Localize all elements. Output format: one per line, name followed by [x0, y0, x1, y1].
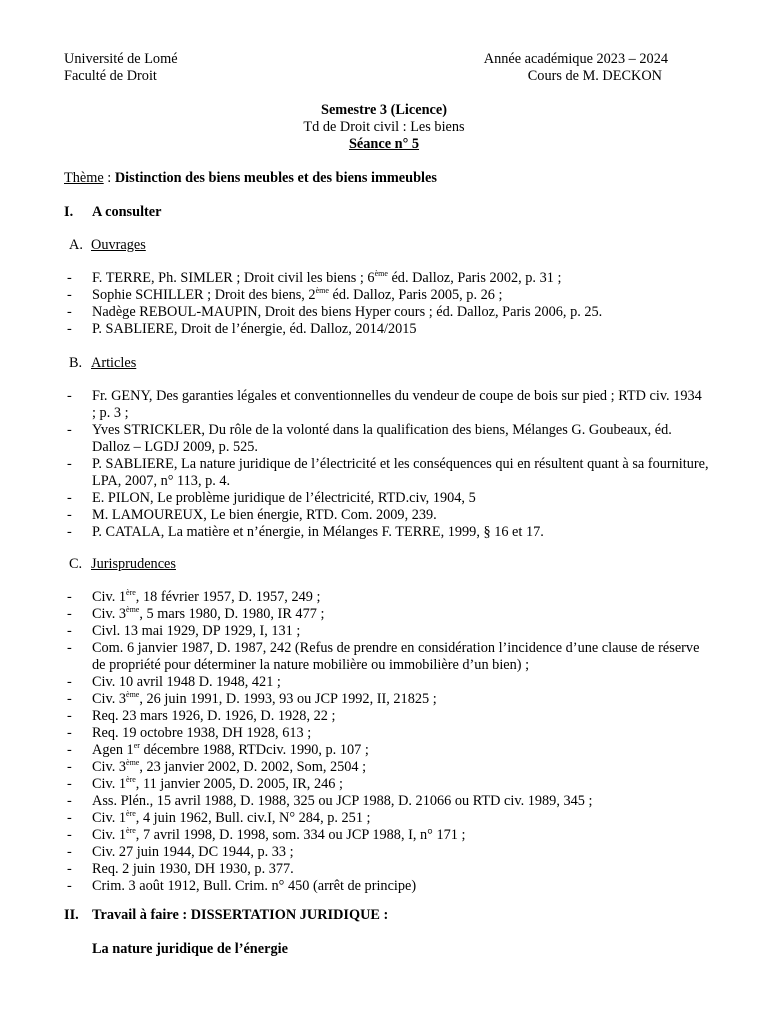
list-item: - Agen 1er décembre 1988, RTDciv. 1990, p. 107 ;	[67, 741, 369, 758]
theme-text: Distinction des biens meubles et des biens immeubles	[114, 170, 437, 186]
bullet: -	[67, 623, 72, 639]
session-title: Séance n° 5	[348, 136, 420, 152]
ouvrages-title: Ouvrages	[91, 237, 146, 253]
bullet: -	[67, 456, 72, 472]
bullet: -	[67, 524, 72, 540]
list-item: - F. TERRE, Ph. SIMLER ; Droit civil les biens ; 6ème éd. Dalloz, Paris 2002, p. 31 ;	[67, 269, 562, 286]
list-item: - Civl. 13 mai 1929, DP 1929, I, 131 ;	[67, 623, 301, 639]
bullet: -	[67, 708, 72, 724]
list-item: - Civ. 1ère, 11 janvier 2005, D. 2005, IR, 246 ;	[67, 775, 343, 792]
bullet: -	[67, 759, 72, 775]
bullet: -	[67, 287, 72, 303]
bullet: -	[67, 490, 72, 506]
list-item: - Civ. 3ème, 23 janvier 2002, D. 2002, Som, 2504 ;	[67, 758, 367, 775]
section-2-title: Travail à faire : DISSERTATION JURIDIQUE :	[92, 907, 389, 923]
bullet: -	[67, 606, 72, 622]
list-item: - Fr. GENY, Des garanties légales et conventionnelles du vendeur de coupe de bois sur pied ; RTD civ. 1934 ; p. 3 ;	[67, 388, 702, 421]
list-item: - Civ. 1ère, 18 février 1957, D. 1957, 249 ;	[67, 588, 321, 605]
section-1-number: I.	[64, 204, 74, 220]
section-2-number: II.	[64, 907, 79, 923]
articles-list	[64, 388, 709, 541]
bullet: -	[67, 725, 72, 741]
bullet: -	[67, 304, 72, 320]
ouvrages-list	[64, 270, 709, 338]
bullet: -	[67, 674, 72, 690]
theme-line	[64, 170, 709, 187]
course-name: Cours de M. DECKON	[527, 68, 662, 84]
ouvrages-heading	[69, 237, 146, 254]
list-item: - Req. 19 octobre 1938, DH 1928, 613 ;	[67, 725, 312, 741]
bullet: -	[67, 321, 72, 337]
jurisprudences-heading	[69, 556, 176, 573]
list-item: - P. CATALA, La matière et n’énergie, in Mélanges F. TERRE, 1999, § 16 et 17.	[67, 524, 544, 540]
list-item: - Civ. 1ère, 4 juin 1962, Bull. civ.I, N° 284, p. 251 ;	[67, 809, 371, 826]
faculty-name: Faculté de Droit	[64, 68, 157, 84]
theme-separator: :	[103, 170, 115, 186]
list-item: - P. SABLIERE, Droit de l’énergie, éd. Dalloz, 2014/2015	[67, 321, 417, 337]
list-item: - Com. 6 janvier 1987, D. 1987, 242 (Refus de prendre en considération l’incidence d’une clause de réserve de propriété pour déterminer la nature mobilière ou immobilière d’un bien) ;	[67, 640, 700, 673]
bullet: -	[67, 270, 72, 286]
theme-label: Thème	[64, 170, 104, 186]
bullet: -	[67, 861, 72, 877]
jurisprudences-list	[64, 589, 709, 895]
semester-title: Semestre 3 (Licence)	[321, 102, 447, 118]
bullet: -	[67, 844, 72, 860]
jurisprudences-title: Jurisprudences	[91, 556, 176, 572]
bullet: -	[67, 422, 72, 438]
academic-year: Année académique 2023 – 2024	[483, 51, 668, 67]
bullet: -	[67, 640, 72, 656]
list-item: - Civ. 3ème, 26 juin 1991, D. 1993, 93 ou JCP 1992, II, 21825 ;	[67, 690, 437, 707]
list-item: - Civ. 27 juin 1944, DC 1944, p. 33 ;	[67, 844, 294, 860]
bullet: -	[67, 507, 72, 523]
bullet: -	[67, 878, 72, 894]
list-item: - P. SABLIERE, La nature juridique de l’électricité et les conséquences qui en résultent quant à sa fourniture, LPA, 2007, n° 113, p. 4.	[67, 456, 709, 489]
bullet: -	[67, 388, 72, 404]
list-item: - Sophie SCHILLER ; Droit des biens, 2ème éd. Dalloz, Paris 2005, p. 26 ;	[67, 286, 503, 303]
bullet: -	[67, 810, 72, 826]
header-left	[64, 51, 178, 85]
list-item: - Yves STRICKLER, Du rôle de la volonté dans la qualification des biens, Mélanges G. Goubeaux, éd. Dalloz – LGDJ 2009, p. 525.	[67, 422, 672, 455]
section-2-heading	[64, 907, 709, 924]
bullet: -	[67, 589, 72, 605]
articles-title: Articles	[91, 355, 137, 371]
bullet: -	[67, 827, 72, 843]
section-1-title: A consulter	[92, 204, 162, 220]
bullet: -	[67, 793, 72, 809]
articles-heading	[69, 355, 136, 372]
td-title: Td de Droit civil : Les biens	[303, 119, 465, 135]
list-item: - Civ. 3ème, 5 mars 1980, D. 1980, IR 477 ;	[67, 605, 325, 622]
ouvrages-letter: A.	[69, 237, 83, 253]
bullet: -	[67, 691, 72, 707]
jurisprudences-letter: C.	[69, 556, 83, 572]
list-item: - Civ. 1ère, 7 avril 1998, D. 1998, som. 334 ou JCP 1988, I, n° 171 ;	[67, 826, 466, 843]
list-item: - Nadège REBOUL-MAUPIN, Droit des biens Hyper cours ; éd. Dalloz, Paris 2006, p. 25.	[67, 304, 603, 320]
list-item: - Req. 2 juin 1930, DH 1930, p. 377.	[67, 861, 294, 877]
dissertation-subject: La nature juridique de l’énergie	[92, 941, 288, 957]
list-item: - Req. 23 mars 1926, D. 1926, D. 1928, 22 ;	[67, 708, 336, 724]
list-item: - Civ. 10 avril 1948 D. 1948, 421 ;	[67, 674, 281, 690]
bullet: -	[67, 776, 72, 792]
section-1-heading	[64, 204, 709, 221]
list-item: - Ass. Plén., 15 avril 1988, D. 1988, 325 ou JCP 1988, D. 21066 ou RTD civ. 1989, 345 ;	[67, 793, 593, 809]
list-item: - M. LAMOUREUX, Le bien énergie, RTD. Com. 2009, 239.	[67, 507, 437, 523]
header-right	[484, 51, 668, 85]
articles-letter: B.	[69, 355, 83, 371]
list-item: - E. PILON, Le problème juridique de l’électricité, RTD.civ, 1904, 5	[67, 490, 476, 506]
university-name: Université de Lomé	[64, 51, 178, 67]
list-item: - Crim. 3 août 1912, Bull. Crim. n° 450 (arrêt de principe)	[67, 878, 417, 894]
bullet: -	[67, 742, 72, 758]
